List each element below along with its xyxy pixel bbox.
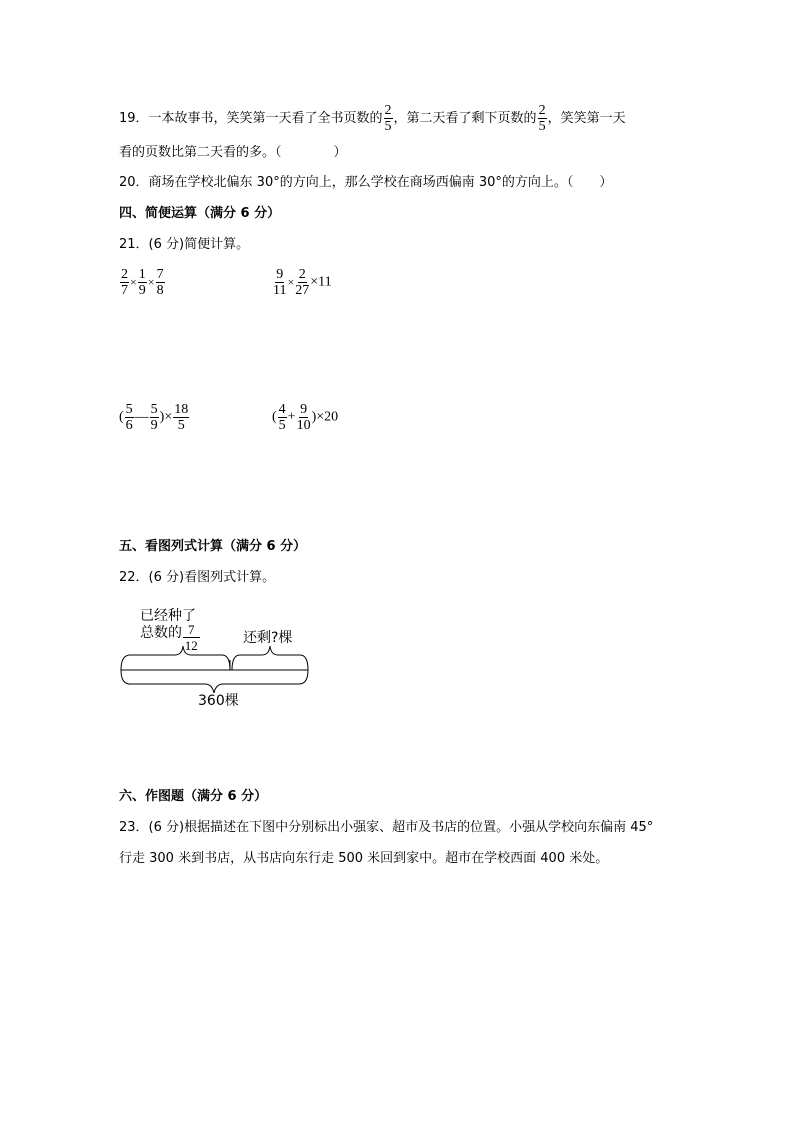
open-paren: ( xyxy=(119,409,124,425)
question-23-line2: 行走 300 米到书店，从书店向东行走 500 米回到家中。超市在学校西面 400 米处。 xyxy=(119,851,609,866)
plus-sign: + xyxy=(287,409,296,425)
planted-label: 已经种了 xyxy=(140,608,196,624)
question-22-title: 22．(6 分)看图列式计算。 xyxy=(119,570,276,585)
numerator: 5 xyxy=(150,402,158,417)
section-4-heading: 四、简便运算（满分 6 分） xyxy=(119,206,281,221)
question-20: 20．商场在学校北偏东 30°的方向上，那么学校在商场西偏南 30°的方向上。（ ） xyxy=(119,175,613,190)
question-19-line2: 看的页数比第二天看的多。（ ） xyxy=(119,145,347,160)
denominator: 6 xyxy=(125,418,133,433)
q19-text-2: ，第二天看了剩下页数的 xyxy=(393,111,537,126)
denominator: 8 xyxy=(156,283,164,298)
numerator: 5 xyxy=(125,402,133,417)
numerator: 1 xyxy=(138,267,146,282)
of-total-label: 总数的 xyxy=(140,625,182,641)
numerator: 7 xyxy=(156,267,164,282)
question-23-line1: 23．(6 分)根据描述在下图中分别标出小强家、超市及书店的位置。小强从学校向东偏南 45° xyxy=(119,820,654,835)
q19-text-1: 19．一本故事书，笑笑第一天看了全书页数的 xyxy=(119,111,383,126)
numerator: 18 xyxy=(174,402,189,417)
open-paren: ( xyxy=(272,409,277,425)
numerator: 2 xyxy=(384,103,392,118)
upper-left-brace xyxy=(121,646,230,670)
upper-right-brace xyxy=(232,646,308,670)
denominator: 12 xyxy=(184,638,198,653)
numerator: 2 xyxy=(298,267,306,282)
minus-sign: — xyxy=(134,409,149,425)
section-6-heading: 六、作图题（满分 6 分） xyxy=(119,789,268,804)
total-label: 360棵 xyxy=(198,693,239,709)
denominator: 5 xyxy=(278,418,286,433)
times-sign: × xyxy=(147,275,155,289)
numerator: 9 xyxy=(276,267,284,282)
denominator: 9 xyxy=(138,283,146,298)
question-21-title: 21．(6 分)简便计算。 xyxy=(119,237,250,252)
numerator: 9 xyxy=(300,402,308,417)
section-5-heading: 五、看图列式计算（满分 6 分） xyxy=(119,539,307,554)
times-sign: × xyxy=(287,275,295,289)
close-paren-times: )× xyxy=(159,409,173,425)
times-sign: × xyxy=(130,275,137,289)
denominator: 10 xyxy=(296,418,311,433)
denominator: 5 xyxy=(384,119,392,134)
denominator: 11 xyxy=(273,283,287,298)
denominator: 27 xyxy=(295,283,310,298)
close-paren-times: )×20 xyxy=(311,409,339,425)
remaining-label: 还剩?棵 xyxy=(243,630,293,646)
denominator: 7 xyxy=(121,283,128,298)
denominator: 5 xyxy=(538,119,546,134)
denominator: 5 xyxy=(177,418,185,433)
denominator: 9 xyxy=(150,418,158,433)
numerator: 4 xyxy=(278,402,286,417)
q19-text-3: ，笑笑第一天 xyxy=(547,111,626,126)
expression-tail: ×11 xyxy=(310,274,332,290)
numerator: 2 xyxy=(121,267,128,282)
numerator: 7 xyxy=(183,622,200,638)
numerator: 2 xyxy=(538,103,546,118)
